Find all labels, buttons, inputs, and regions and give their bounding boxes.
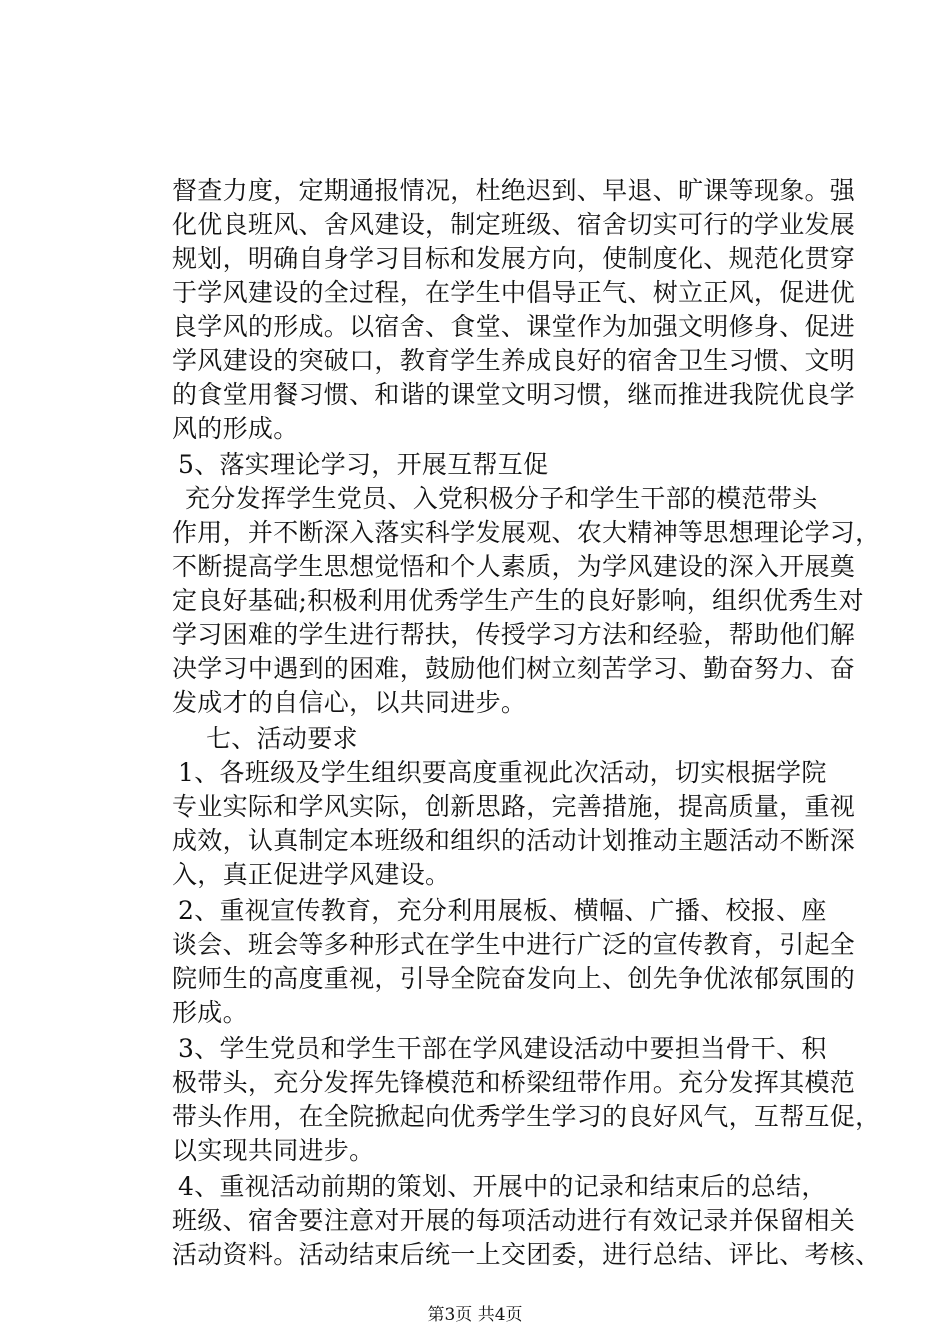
paragraph-line: 良学风的形成。以宿舍、食堂、课堂作为加强文明修身、促进 bbox=[172, 312, 856, 341]
paragraph-line: 规划，明确自身学习目标和发展方向，使制度化、规范化贯穿 bbox=[172, 244, 856, 273]
list-item-line: 2、重视宣传教育，充分利用展板、横幅、广播、校报、座 bbox=[178, 896, 827, 925]
list-item-line: 班级、宿舍要注意对开展的每项活动进行有效记录并保留相关 bbox=[172, 1206, 856, 1235]
list-item-line: 成效，认真制定本班级和组织的活动计划推动主题活动不断深 bbox=[172, 826, 856, 855]
list-item-line: 极带头，充分发挥先锋模范和桥梁纽带作用。充分发挥其模范 bbox=[172, 1068, 856, 1097]
list-item-line: 入，真正促进学风建设。 bbox=[172, 860, 451, 889]
paragraph-line: 学习困难的学生进行帮扶，传授学习方法和经验，帮助他们解 bbox=[172, 620, 856, 649]
list-item-line: 以实现共同进步。 bbox=[172, 1136, 375, 1165]
paragraph-line: 作用，并不断深入落实科学发展观、农大精神等思想理论学习， bbox=[172, 518, 881, 547]
list-item-line: 4、重视活动前期的策划、开展中的记录和结束后的总结， bbox=[178, 1172, 827, 1201]
list-item-line: 谈会、班会等多种形式在学生中进行广泛的宣传教育，引起全 bbox=[172, 930, 856, 959]
paragraph-line: 决学习中遇到的困难，鼓励他们树立刻苦学习、勤奋努力、奋 bbox=[172, 654, 856, 683]
list-item-line: 3、学生党员和学生干部在学风建设活动中要担当骨干、积 bbox=[178, 1034, 827, 1063]
paragraph-line: 定良好基础;积极利用优秀学生产生的良好影响，组织优秀生对 bbox=[172, 586, 864, 615]
list-item-line: 形成。 bbox=[172, 998, 248, 1027]
list-item-line: 活动资料。活动结束后统一上交团委，进行总结、评比、考核、 bbox=[172, 1240, 881, 1269]
list-item-line: 专业实际和学风实际，创新思路，完善措施，提高质量，重视 bbox=[172, 792, 856, 821]
paragraph-line: 督查力度，定期通报情况，杜绝迟到、早退、旷课等现象。强 bbox=[172, 176, 856, 205]
paragraph-line: 于学风建设的全过程，在学生中倡导正气、树立正风，促进优 bbox=[172, 278, 856, 307]
paragraph-line: 化优良班风、舍风建设，制定班级、宿舍切实可行的学业发展 bbox=[172, 210, 856, 239]
paragraph-line: 学风建设的突破口，教育学生养成良好的宿舍卫生习惯、文明 bbox=[172, 346, 856, 375]
section-heading: 5、落实理论学习，开展互帮互促 bbox=[178, 450, 549, 479]
section-heading: 七、活动要求 bbox=[206, 724, 358, 753]
paragraph-line: 风的形成。 bbox=[172, 414, 299, 443]
paragraph-line: 发成才的自信心，以共同进步。 bbox=[172, 688, 527, 717]
list-item-line: 带头作用，在全院掀起向优秀学生学习的良好风气，互帮互促， bbox=[172, 1102, 881, 1131]
list-item-line: 院师生的高度重视，引导全院奋发向上、创先争优浓郁氛围的 bbox=[172, 964, 856, 993]
paragraph-line: 不断提高学生思想觉悟和个人素质，为学风建设的深入开展奠 bbox=[172, 552, 856, 581]
paragraph-line: 的食堂用餐习惯、和谐的课堂文明习惯，继而推进我院优良学 bbox=[172, 380, 856, 409]
page-number-footer: 第3页 共4页 bbox=[427, 1305, 523, 1325]
paragraph-line: 充分发挥学生党员、入党积极分子和学生干部的模范带头 bbox=[185, 484, 818, 513]
list-item-line: 1、各班级及学生组织要高度重视此次活动，切实根据学院 bbox=[178, 758, 827, 787]
